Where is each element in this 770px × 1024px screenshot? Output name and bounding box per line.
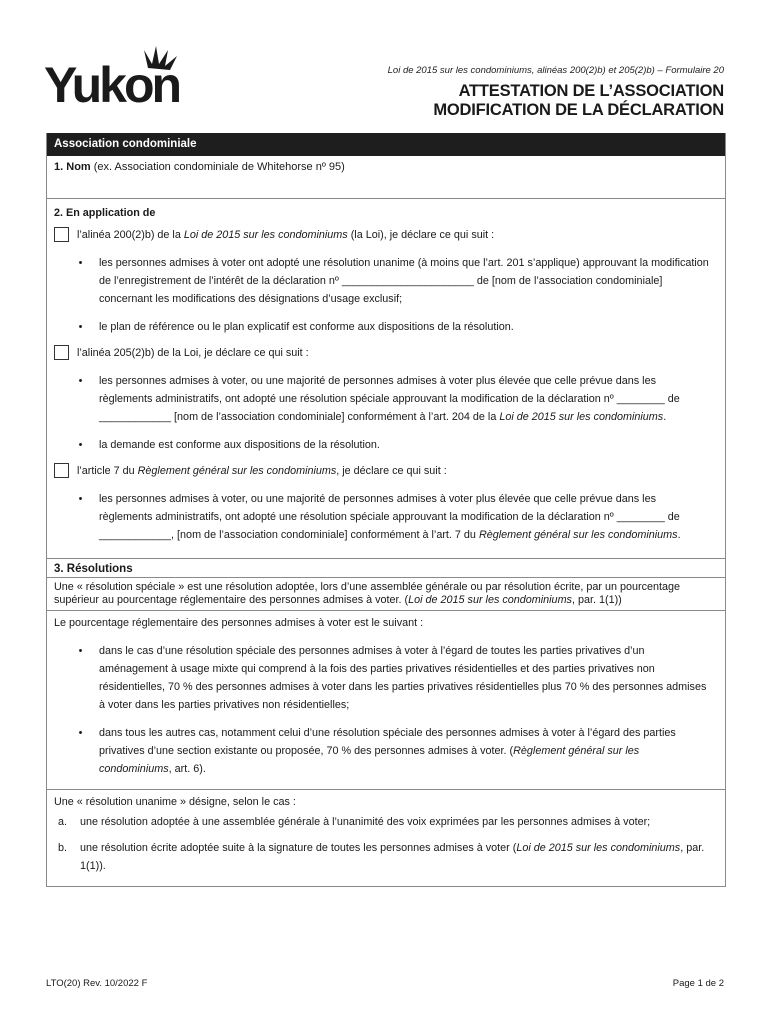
section-application xyxy=(47,199,725,559)
prescribed-percentage xyxy=(47,611,725,790)
field-hint: (ex. Association condominiale de Whitehorse nº 95) xyxy=(93,161,345,173)
list-item: • dans tous les autres cas, notamment celui d’une résolution spéciale des personnes admises à voter à l’égard des parties privatives d’une section existante ou proposée, 70 % des personnes admises à voter. (Règlement général sur les condominiums, art. 6). xyxy=(78,727,676,775)
checkbox-205-2b[interactable] xyxy=(54,345,69,360)
title-line-2: MODIFICATION DE LA DÉCLARATION xyxy=(433,101,724,119)
page-number: Page 1 de 2 xyxy=(672,978,724,989)
form-code: LTO(20) Rev. 10/2022 F xyxy=(46,978,148,989)
section-heading-resolutions: 3. Résolutions xyxy=(47,559,725,578)
checkbox-article-7[interactable] xyxy=(54,463,69,478)
list-item: a. une résolution adoptée à une assemblée générale à l’unanimité des voix exprimées par les personnes admises à voter; xyxy=(58,816,651,828)
form-title xyxy=(433,82,724,120)
section-heading: 2. En application de xyxy=(54,207,156,219)
option-205-2b xyxy=(54,344,718,362)
option-label: l’alinéa 205(2)b) de la Loi, je déclare ce qui suit : xyxy=(77,347,309,359)
list-item: • dans le cas d’une résolution spéciale des personnes admises à voter à l’égard de toutes les parties privatives d’un aménagement à usage mixte qui comprend à la fois des parties privatives résidentielles et des parties privatives non résidentielles, 70 % des personnes admises à voter dans les parties privatives résidentielles plus 70 % des personnes admises à voter dans les parties privatives non résidentielles; xyxy=(78,645,707,711)
field-label: Nom xyxy=(66,161,91,173)
option-label: l’article 7 du Règlement général sur les condominiums, je déclare ce qui suit : xyxy=(77,465,447,477)
logo-wordmark: Yukon xyxy=(44,57,180,106)
special-resolution-definition: Une « résolution spéciale » est une résolution adoptée, lors d’une assemblée générale ou par résolution écrite, par un pourcentage supérieur au pourcentage réglementaire des personnes admises à voter. (Loi de 2015 sur les condominiums, par. 1(1)) xyxy=(47,578,725,611)
list-item: • les personnes admises à voter, ou une majorité de personnes admises à voter plus élevée que celle prévue dans les règlements administratifs, ont adopté une résolution spéciale approuvant la modification de la déclaration nº ________ de ____________ [nom de l’association condominiale] conformément à l’art. 204 de la Loi de 2015 sur les condominiums. xyxy=(78,375,680,423)
option-article-7 xyxy=(54,462,718,480)
option-200-2b xyxy=(54,226,718,244)
unanimous-resolution-definition xyxy=(47,790,725,886)
option-label: l’alinéa 200(2)b) de la Loi de 2015 sur les condominiums (la Loi), je déclare ce qui suit : xyxy=(77,229,495,241)
name-field[interactable] xyxy=(47,156,725,199)
title-line-1: ATTESTATION DE L’ASSOCIATION xyxy=(458,82,724,100)
list-item: • la demande est conforme aux dispositions de la résolution. xyxy=(78,439,380,451)
percentage-intro: Le pourcentage réglementaire des personnes admises à voter est le suivant : xyxy=(54,617,424,629)
unanimous-intro: Une « résolution unanime » désigne, selon le cas : xyxy=(54,796,296,808)
form-body xyxy=(46,133,726,887)
field-number: 1. xyxy=(54,161,64,173)
form-reference: Loi de 2015 sur les condominiums, alinéas 200(2)b) et 205(2)b) – Formulaire 20 xyxy=(387,65,724,76)
section-header-association: Association condominiale xyxy=(47,133,725,156)
list-item: • les personnes admises à voter, ou une majorité de personnes admises à voter plus élevée que celle prévue dans les règlements administratifs, ont adopté une résolution spéciale approuvant la modification de la déclaration nº ________ de ____________, [nom de l’association condominiale] conformément à l’art. 7 du Règlement général sur les condominiums. xyxy=(78,493,681,541)
list-item: b. une résolution écrite adoptée suite à la signature de toutes les personnes admises à voter (Loi de 2015 sur les condominiums, par. 1(1)). xyxy=(58,842,705,872)
checkbox-200-2b[interactable] xyxy=(54,227,69,242)
list-item: • le plan de référence ou le plan explicatif est conforme aux dispositions de la résolution. xyxy=(78,321,514,333)
yukon-logo xyxy=(44,44,189,106)
list-item: • les personnes admises à voter ont adopté une résolution unanime (à moins que l’art. 201 s’applique) approuvant la modification de l’enregistrement de l’intérêt de la déclaration nº ______________________ de [nom de l’association condominiale] concernant les modifications des désignations d’usage exclusif; xyxy=(78,257,709,305)
